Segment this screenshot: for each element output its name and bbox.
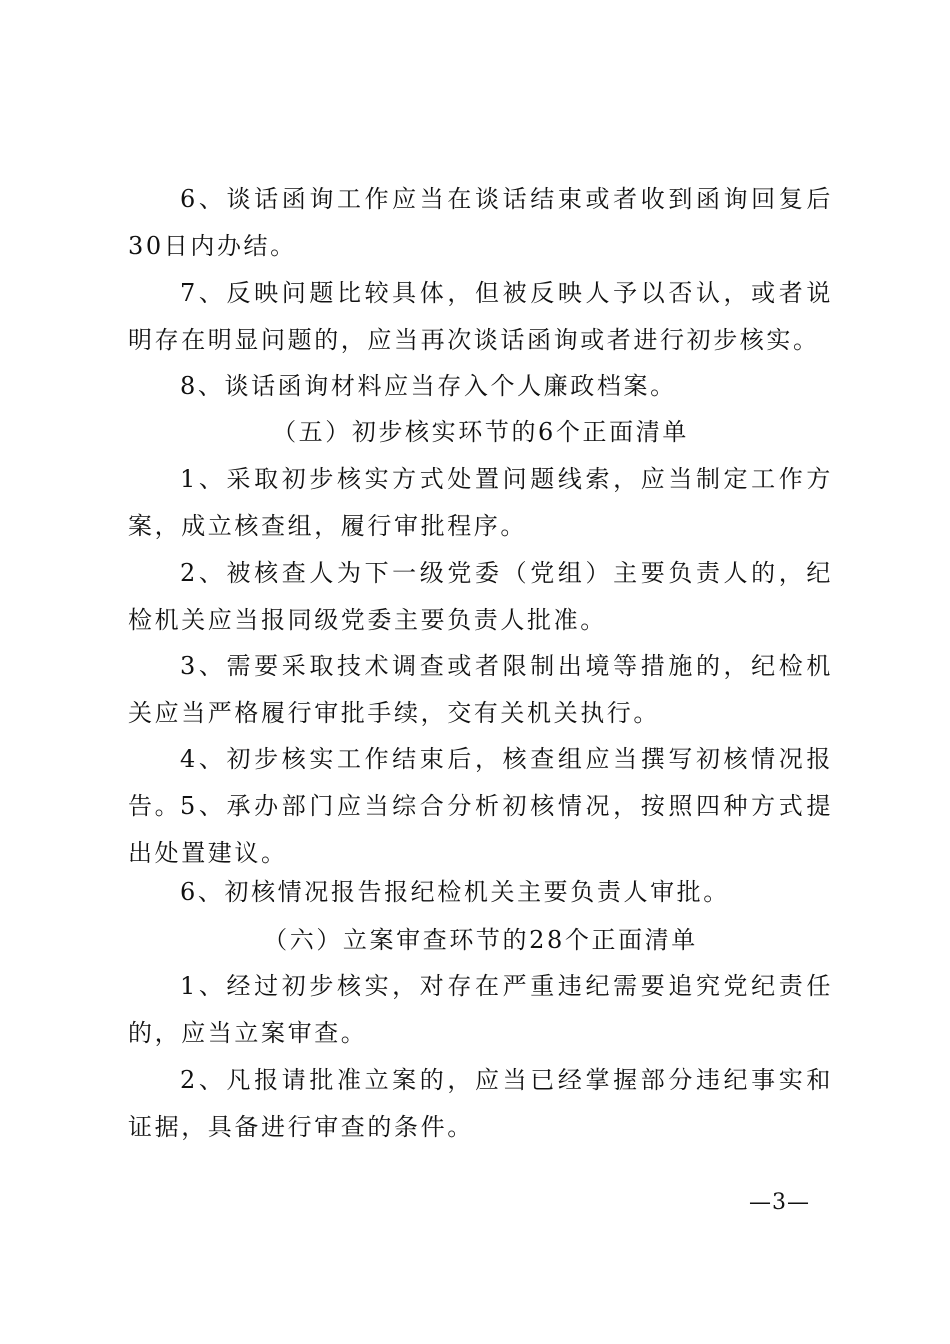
paragraph-verify-2: 2、被核查人为下一级党委（党组）主要负责人的，纪检机关应当报同级党委主要负责人批准。	[128, 559, 833, 634]
paragraph-verify-4: 4、初步核实工作结束后，核查组应当撰写初核情况报告。	[128, 745, 833, 820]
paragraph-verify-1: 1、采取初步核实方式处置问题线索，应当制定工作方案，成立核查组，履行审批程序。	[128, 465, 833, 540]
paragraph-verify-6: 6、初核情况报告报纪检机关主要负责人审批。	[180, 878, 730, 906]
paragraph-talk-7: 7、反映问题比较具体，但被反映人予以否认，或者说明存在明显问题的，应当再次谈话函询或者进行初步核实。	[128, 279, 833, 354]
page-number: —3—	[749, 1190, 810, 1215]
section-heading-5: （五）初步核实环节的6个正面清单	[272, 418, 689, 446]
paragraph-case-1: 1、经过初步核实，对存在严重违纪需要追究党纪责任的，应当立案审查。	[128, 972, 833, 1047]
paragraph-verify-5: 5、承办部门应当综合分析初核情况，按照四种方式提出处置建议。	[128, 792, 833, 867]
section-heading-6: （六）立案审查环节的28个正面清单	[263, 926, 698, 954]
paragraph-case-2: 2、凡报请批准立案的，应当已经掌握部分违纪事实和证据，具备进行审查的条件。	[128, 1066, 833, 1141]
paragraph-verify-3: 3、需要采取技术调查或者限制出境等措施的，纪检机关应当严格履行审批手续，交有关机关执行。	[128, 652, 833, 727]
paragraph-talk-6: 6、谈话函询工作应当在谈话结束或者收到函询回复后30日内办结。	[128, 185, 833, 260]
paragraph-talk-8: 8、谈话函询材料应当存入个人廉政档案。	[180, 372, 677, 400]
